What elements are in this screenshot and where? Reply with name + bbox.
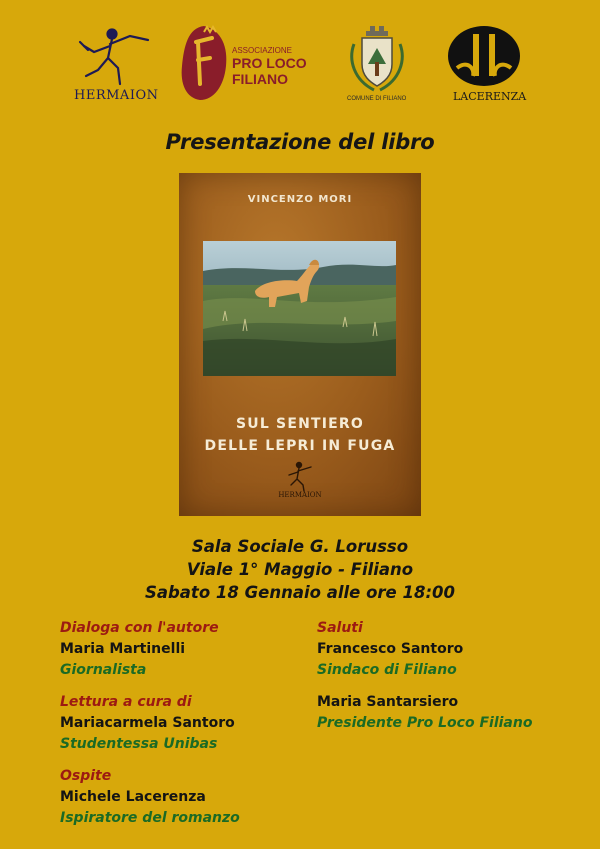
proloco-logo: [178, 24, 328, 104]
book-title: [179, 413, 421, 457]
event-venue: [0, 535, 600, 604]
proloco-line1: ASSOCIAZIONE: [232, 46, 293, 55]
logo-row: [0, 24, 600, 110]
venue-datetime: Sabato 18 Gennaio alle ore 18:00: [144, 583, 456, 602]
cover-painting: [203, 241, 396, 376]
participant-block: [60, 692, 240, 755]
venue-address: Viale 1° Maggio - Filiano: [186, 560, 414, 579]
participant-desc: Studentessa Unibas: [60, 736, 218, 752]
hermaion-logo: [72, 24, 159, 110]
participant-name: Maria Santarsiero: [317, 694, 459, 710]
lacerenza-emblem-icon: [445, 24, 523, 88]
publisher-logo-text: HERMAION: [278, 491, 322, 499]
participant-name: Michele Lacerenza: [60, 789, 206, 805]
participant-name: Francesco Santoro: [317, 641, 464, 657]
venue-place: Sala Sociale G. Lorusso: [191, 537, 409, 556]
participant-block: [60, 766, 240, 829]
role-label: Ospite: [60, 768, 112, 784]
role-label: Lettura a cura di: [60, 694, 192, 710]
proloco-line3: FILIANO: [232, 71, 288, 87]
proloco-line2: PRO LOCO: [232, 55, 307, 71]
participants-left: [60, 618, 240, 840]
book-author: VINCENZO MORI: [247, 194, 353, 205]
municipal-crest-icon: [344, 24, 410, 94]
role-label: Dialoga con l'autore: [60, 620, 219, 636]
participant-desc: Sindaco di Filiano: [317, 662, 457, 678]
comune-logo: [344, 24, 410, 108]
book-title-line1: SUL SENTIERO: [235, 416, 364, 432]
role-label: Saluti: [317, 620, 363, 636]
hermes-figure-icon: [72, 24, 152, 88]
participant-desc: Presidente Pro Loco Filiano: [317, 715, 533, 731]
lacerenza-logo: [445, 24, 525, 108]
book-cover: [179, 173, 421, 516]
participant-desc: Giornalista: [60, 662, 147, 678]
book-title-line2: DELLE LEPRI IN FUGA: [204, 438, 396, 454]
participant-block: [317, 618, 532, 681]
participant-block: [60, 618, 240, 681]
page-title: Presentazione del libro: [165, 130, 435, 154]
participant-name: Mariacarmela Santoro: [60, 715, 235, 731]
proloco-emblem-icon: [178, 24, 230, 102]
participants-right: [317, 618, 532, 745]
hermaion-logo-text: HERMAION: [74, 88, 159, 103]
participant-desc: Ispiratore del romanzo: [60, 810, 240, 826]
participant-name: Maria Martinelli: [60, 641, 186, 657]
participant-block: [317, 692, 532, 734]
comune-logo-text: COMUNE DI FILIANO: [347, 96, 407, 102]
lacerenza-logo-text: LACERENZA: [453, 90, 527, 103]
